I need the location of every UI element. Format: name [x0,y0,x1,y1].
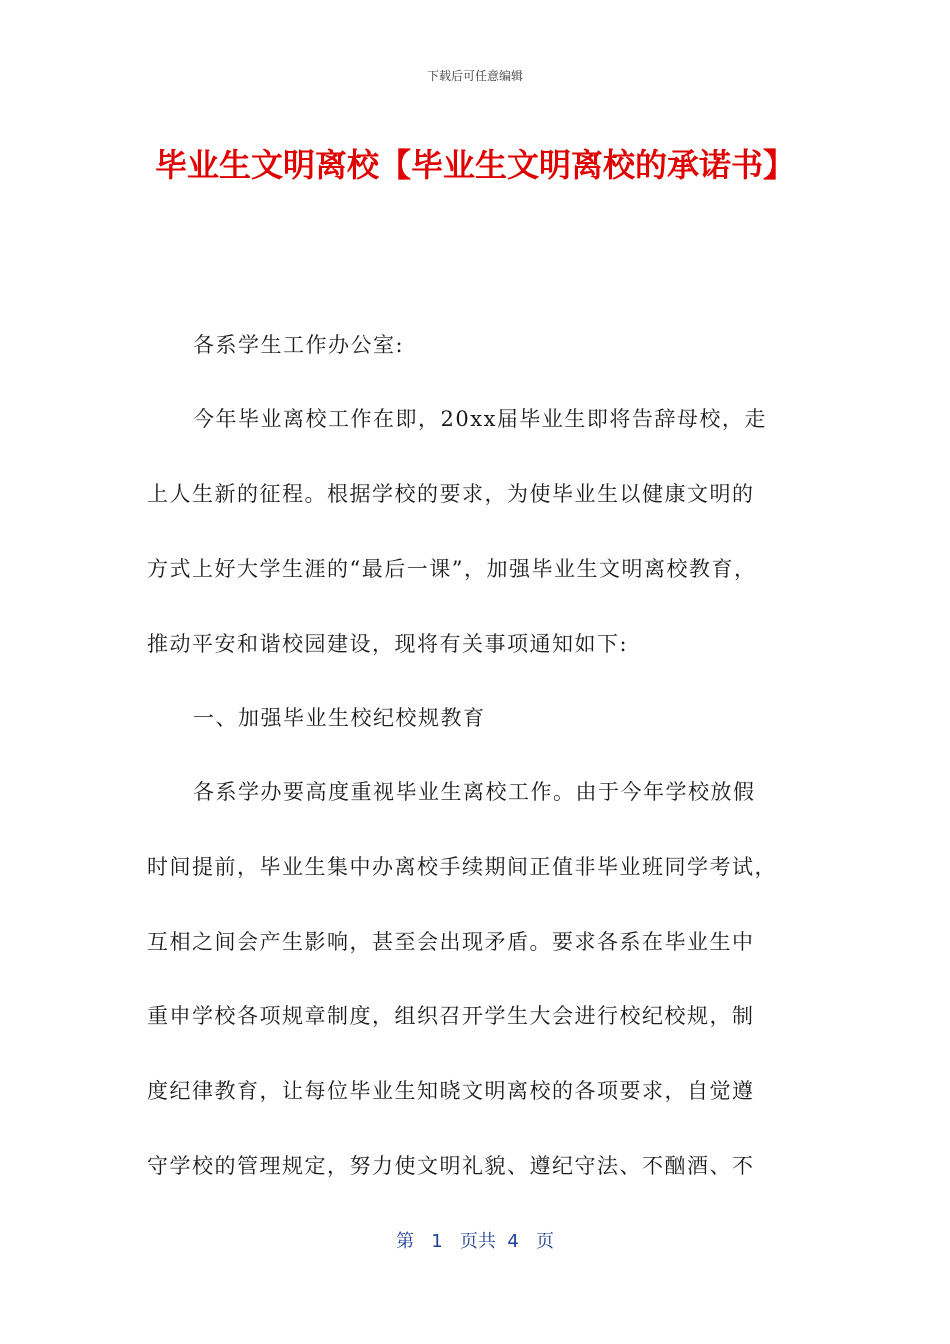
salutation-line: 各系学生工作办公室: [193,333,405,357]
document-title: 毕业生文明离校【毕业生文明离校的承诺书】 [154,146,795,184]
footer-page-mid: 页共 [459,1231,496,1252]
paragraph-line: 守学校的管理规定，努力使文明礼貌、遵纪守法、不酗酒、不 [147,1154,755,1178]
paragraph-line: 推动平安和谐校园建设，现将有关事项通知如下: [147,632,629,656]
paragraph-line: 方式上好大学生涯的“最后一课”，加强毕业生文明离校教育， [147,557,757,581]
paragraph-line: 今年毕业离校工作在即，20xx届毕业生即将告辞母校，走 [193,407,767,431]
paragraph-line: 时间提前，毕业生集中办离校手续期间正值非毕业班同学考试， [147,855,777,879]
footer-page-label: 第 [396,1231,415,1252]
footer-total-pages: 4 [507,1231,519,1252]
footer-page-end: 页 [535,1231,554,1252]
section-heading: 一、加强毕业生校纪校规教育 [193,706,486,730]
paragraph-line: 各系学办要高度重视毕业生离校工作。由于今年学校放假 [193,780,756,804]
footer-page-number: 1 [431,1231,443,1252]
paragraph-line: 度纪律教育，让每位毕业生知晓文明离校的各项要求，自觉遵 [147,1079,755,1103]
page-footer [0,1227,950,1253]
paragraph-line: 互相之间会产生影响，甚至会出现矛盾。要求各系在毕业生中 [147,930,755,954]
paragraph-line: 上人生新的征程。根据学校的要求，为使毕业生以健康文明的 [147,482,755,506]
header-note: 下载后可任意编辑 [426,69,523,83]
paragraph-line: 重申学校各项规章制度，组织召开学生大会进行校纪校规，制 [147,1004,755,1028]
